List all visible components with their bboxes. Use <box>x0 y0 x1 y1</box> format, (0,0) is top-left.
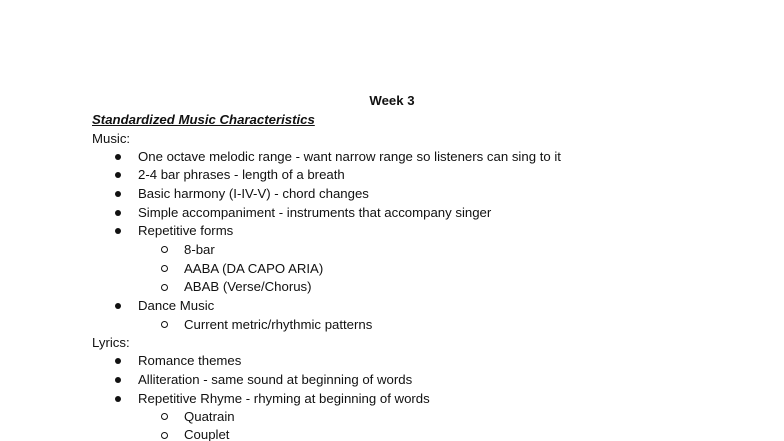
hollow-bullet-icon <box>161 246 168 253</box>
lyrics-item: Romance themes <box>138 353 242 368</box>
music-item: Simple accompaniment - instruments that accompany singer <box>138 205 492 220</box>
section-title: Standardized Music Characteristics <box>92 112 315 127</box>
music-subitem: ABAB (Verse/Chorus) <box>184 279 312 294</box>
bullet-icon <box>115 303 121 309</box>
page-heading: Week 3 <box>369 93 415 108</box>
hollow-bullet-icon <box>161 321 168 328</box>
lyrics-subitem: Couplet <box>184 427 230 441</box>
bullet-icon <box>115 377 121 383</box>
bullet-icon <box>115 154 121 160</box>
hollow-bullet-icon <box>161 413 168 420</box>
bullet-icon <box>115 191 121 197</box>
bullet-icon <box>115 396 121 402</box>
music-item: Repetitive forms <box>138 223 234 238</box>
music-subitem: AABA (DA CAPO ARIA) <box>184 261 324 276</box>
lyrics-subitem: Quatrain <box>184 409 235 424</box>
bullet-icon <box>115 228 121 234</box>
bullet-icon <box>115 358 121 364</box>
music-subitem: Current metric/rhythmic patterns <box>184 317 373 332</box>
lyrics-item: Repetitive Rhyme - rhyming at beginning of words <box>138 391 430 406</box>
bullet-icon <box>115 172 121 178</box>
music-subitem: 8-bar <box>184 242 215 257</box>
lyrics-label: Lyrics: <box>92 335 130 350</box>
music-label: Music: <box>92 131 131 146</box>
hollow-bullet-icon <box>161 432 168 439</box>
hollow-bullet-icon <box>161 284 168 291</box>
hollow-bullet-icon <box>161 265 168 272</box>
music-item: Basic harmony (I-IV-V) - chord changes <box>138 186 369 201</box>
bullet-icon <box>115 210 121 216</box>
lyrics-item: Alliteration - same sound at beginning of words <box>138 372 413 387</box>
music-item: 2-4 bar phrases - length of a breath <box>138 167 345 182</box>
music-item: Dance Music <box>138 298 215 313</box>
music-item: One octave melodic range - want narrow range so listeners can sing to it <box>138 149 561 164</box>
